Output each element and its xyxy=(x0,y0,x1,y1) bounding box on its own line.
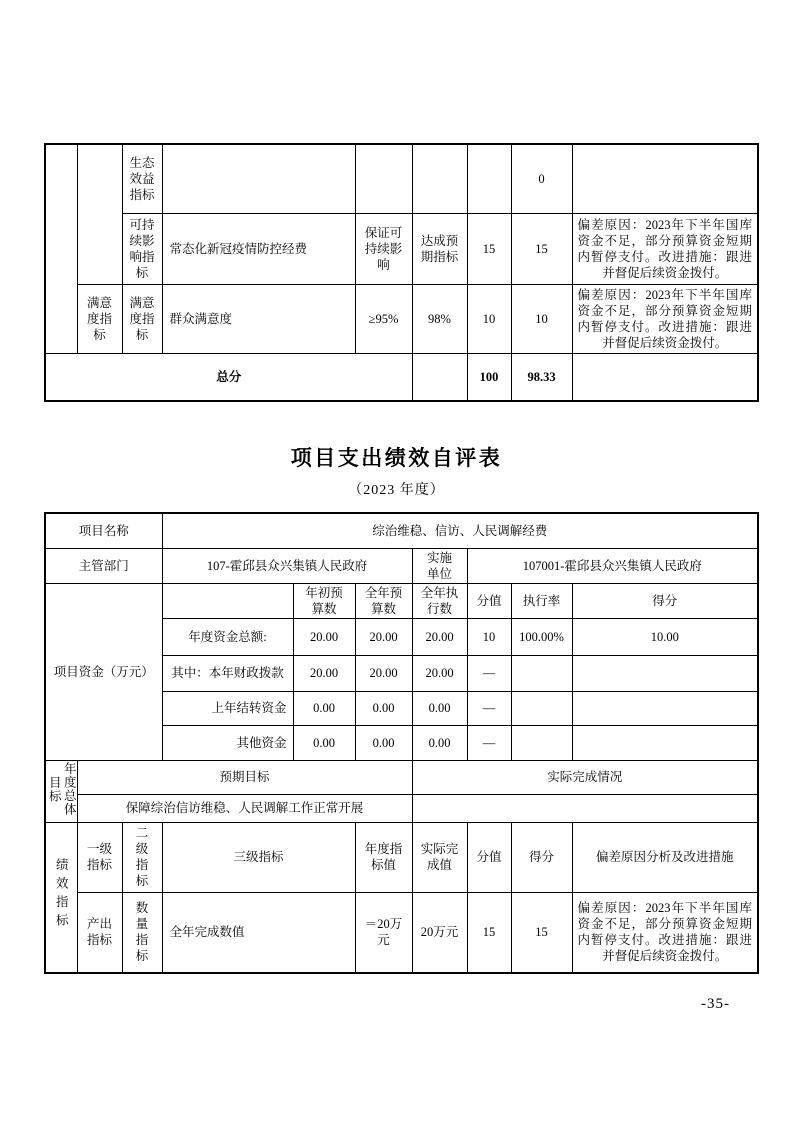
level3-satisfy-cell: 群众满意度 xyxy=(162,284,355,353)
funds-fiscal-name: 其中：本年财政拨款 xyxy=(162,655,293,691)
perf-output-level3: 全年完成数值 xyxy=(162,892,355,973)
row-annual-goal-header xyxy=(45,760,758,794)
impl-unit-label: 实施单位 xyxy=(412,548,467,583)
expected-goal-value: 保障综治信访维稳、人民调解工作正常开展 xyxy=(77,794,412,822)
funds-other-rate xyxy=(511,725,572,760)
perf-output-target: ＝20万元 xyxy=(355,892,412,973)
funds-total-annual: 20.00 xyxy=(355,618,412,655)
funds-subheader-blank xyxy=(162,583,293,618)
funds-fiscal-score xyxy=(572,655,758,691)
level3-sustain-cell: 常态化新冠疫情防控经费 xyxy=(162,213,355,284)
funds-fiscal-rate xyxy=(511,655,572,691)
funds-total-name: 年度资金总额: xyxy=(162,618,293,655)
actual-completion-header: 实际完成情况 xyxy=(412,760,758,794)
annual-goal-label xyxy=(45,760,77,822)
score-satisfy-cell: 10 xyxy=(511,284,572,353)
funds-other-begin: 0.00 xyxy=(293,725,355,760)
perf-output-score: 15 xyxy=(511,892,572,973)
funds-total-score: 10.00 xyxy=(572,618,758,655)
perf-indicator-vertical-text: 绩效指标 xyxy=(54,858,69,933)
row-department xyxy=(45,548,758,583)
indicator-table-continued xyxy=(44,143,759,402)
funds-carryover-rate xyxy=(511,691,572,725)
total-score-cell: 98.33 xyxy=(511,353,572,401)
row-sustainability xyxy=(45,213,758,284)
annual-goal-vertical-text: 年度总体目标 xyxy=(47,762,77,816)
funds-label: 项目资金（万元） xyxy=(45,583,162,760)
perf-header-points: 分值 xyxy=(467,822,511,892)
project-name-label: 项目名称 xyxy=(45,513,162,548)
self-evaluation-table xyxy=(44,512,759,974)
funds-other-exec: 0.00 xyxy=(412,725,467,760)
row-perf-output xyxy=(45,892,758,973)
perf-header-level1: 一级指标 xyxy=(77,822,122,892)
level2-satisfy-label: 满意度指标 xyxy=(122,284,162,353)
funds-header-annual-budget: 全年预算数 xyxy=(355,583,412,618)
row-project-name xyxy=(45,513,758,548)
funds-header-score: 得分 xyxy=(572,583,758,618)
points-satisfy-cell: 10 xyxy=(467,284,511,353)
dept-label: 主管部门 xyxy=(45,548,162,583)
actual-eco-cell xyxy=(412,144,467,213)
total-points-cell: 100 xyxy=(467,353,511,401)
funds-carryover-score xyxy=(572,691,758,725)
funds-total-exec: 20.00 xyxy=(412,618,467,655)
perf-output-points: 15 xyxy=(467,892,511,973)
row-perf-header xyxy=(45,822,758,892)
page-number: -35- xyxy=(701,996,730,1012)
perf-header-level2: 二级指标 xyxy=(122,822,162,892)
actual-satisfy-cell: 98% xyxy=(412,284,467,353)
funds-other-score xyxy=(572,725,758,760)
perf-header-deviation: 偏差原因分析及改进措施 xyxy=(572,822,758,892)
perf-output-actual: 20万元 xyxy=(412,892,467,973)
target-sustain-cell: 保证可持续影响 xyxy=(355,213,412,284)
page-subtitle: （2023 年度） xyxy=(348,483,445,498)
funds-total-rate: 100.00% xyxy=(511,618,572,655)
funds-header-annual-exec: 全年执行数 xyxy=(412,583,467,618)
perf-indicator-label xyxy=(45,822,77,973)
perf-header-score: 得分 xyxy=(511,822,572,892)
row-eco-benefit xyxy=(45,144,758,213)
funds-header-points: 分值 xyxy=(467,583,511,618)
row-annual-goal-value xyxy=(45,794,758,822)
level2-sustain-label: 可持续影响指标 xyxy=(122,213,162,284)
row-funds-header xyxy=(45,583,758,618)
score-eco-cell: 0 xyxy=(511,144,572,213)
row-satisfaction xyxy=(45,284,758,353)
level1-satisfy-label: 满意度指标 xyxy=(77,284,122,353)
level3-eco-cell xyxy=(162,144,355,213)
total-actual-cell xyxy=(412,353,467,401)
funds-header-exec-rate: 执行率 xyxy=(511,583,572,618)
funds-fiscal-exec: 20.00 xyxy=(412,655,467,691)
deviation-sustain-cell: 偏差原因：2023年下半年国库资金不足，部分预算资金短期内暂停支付。改进措施：跟进并督促后续资金拨付。 xyxy=(572,213,758,284)
impl-unit-value: 107001-霍邱县众兴集镇人民政府 xyxy=(467,548,758,583)
funds-other-annual: 0.00 xyxy=(355,725,412,760)
funds-carryover-points: — xyxy=(467,691,511,725)
row-total-score xyxy=(45,353,758,401)
points-sustain-cell: 15 xyxy=(467,213,511,284)
funds-carryover-annual: 0.00 xyxy=(355,691,412,725)
expected-goal-header: 预期目标 xyxy=(77,760,412,794)
funds-other-name: 其他资金 xyxy=(162,725,293,760)
level2-eco-label: 生态效益指标 xyxy=(122,144,162,213)
funds-fiscal-points: — xyxy=(467,655,511,691)
funds-carryover-exec: 0.00 xyxy=(412,691,467,725)
dept-value: 107-霍邱县众兴集镇人民政府 xyxy=(162,548,412,583)
funds-carryover-name: 上年结转资金 xyxy=(162,691,293,725)
points-eco-cell xyxy=(467,144,511,213)
actual-sustain-cell: 达成预期指标 xyxy=(412,213,467,284)
perf-header-actual: 实际完成值 xyxy=(412,822,467,892)
score-sustain-cell: 15 xyxy=(511,213,572,284)
funds-other-points: — xyxy=(467,725,511,760)
total-deviation-cell xyxy=(572,353,758,401)
perf-output-level2: 数量指标 xyxy=(122,892,162,973)
perf-header-level3: 三级指标 xyxy=(162,822,355,892)
funds-fiscal-annual: 20.00 xyxy=(355,655,412,691)
funds-total-points: 10 xyxy=(467,618,511,655)
deviation-satisfy-cell: 偏差原因：2023年下半年国库资金不足，部分预算资金短期内暂停支付。改进措施：跟进并督促后续资金拨付。 xyxy=(572,284,758,353)
perf-header-target: 年度指标值 xyxy=(355,822,412,892)
funds-header-begin-budget: 年初预算数 xyxy=(293,583,355,618)
level1-merged-cell xyxy=(77,144,122,284)
target-satisfy-cell: ≥95% xyxy=(355,284,412,353)
perf-indicator-spacer-cell xyxy=(45,144,77,353)
actual-completion-value xyxy=(412,794,758,822)
project-name-value: 综治维稳、信访、人民调解经费 xyxy=(162,513,758,548)
funds-fiscal-begin: 20.00 xyxy=(293,655,355,691)
perf-output-deviation: 偏差原因：2023年下半年国库资金不足，部分预算资金短期内暂停支付。改进措施：跟进并督促后续资金拨付。 xyxy=(572,892,758,973)
total-score-label: 总分 xyxy=(45,353,412,401)
funds-carryover-begin: 0.00 xyxy=(293,691,355,725)
perf-output-level1: 产出指标 xyxy=(77,892,122,973)
funds-total-begin: 20.00 xyxy=(293,618,355,655)
target-eco-cell xyxy=(355,144,412,213)
deviation-eco-cell xyxy=(572,144,758,213)
page-title: 项目支出绩效自评表 xyxy=(290,446,503,470)
